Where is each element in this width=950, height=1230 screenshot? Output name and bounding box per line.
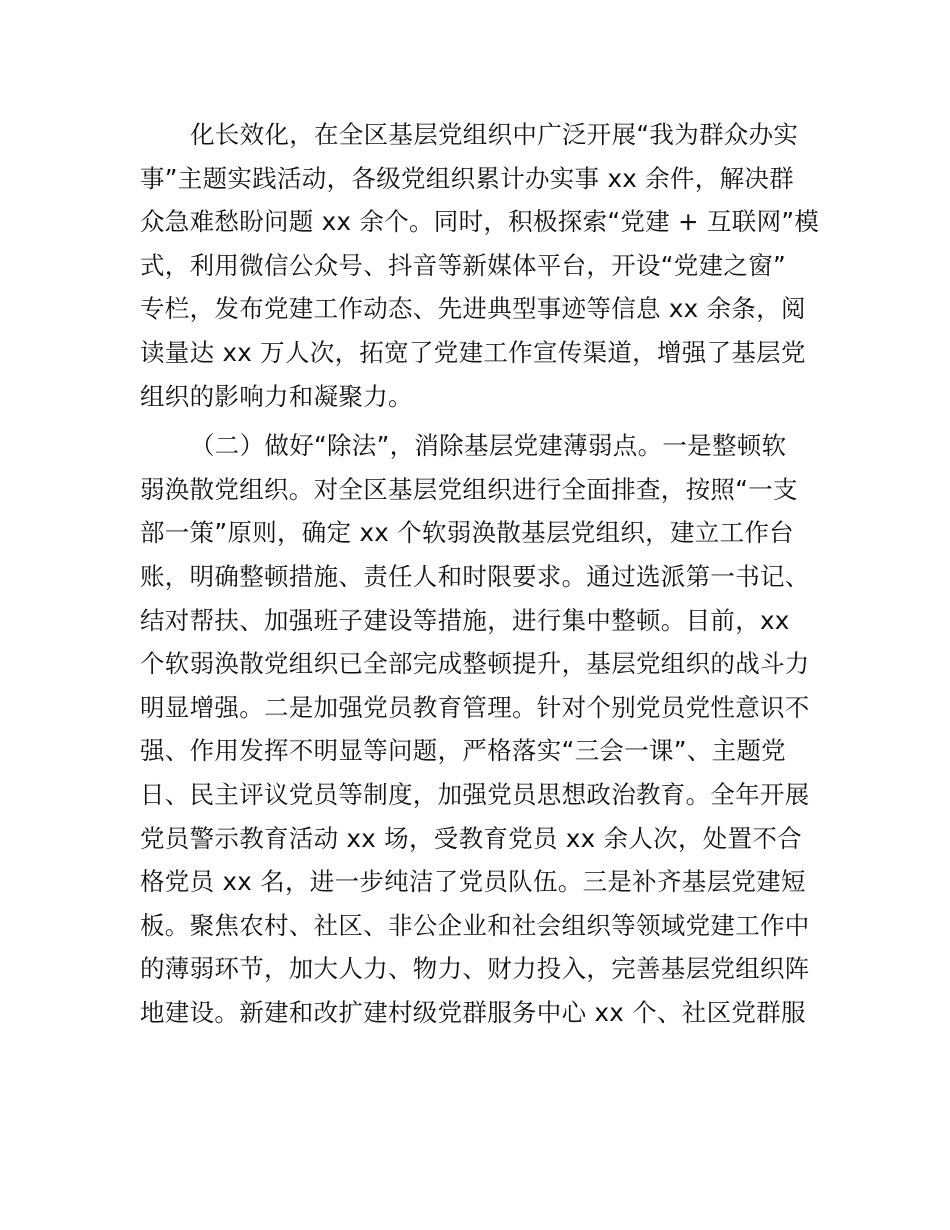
paragraph-2-line: 党员警示教育活动 xx 场，受教育党员 xx 余人次，处置不合 (140, 823, 802, 853)
paragraph-2-line: 明显增强。二是加强党员教育管理。针对个别党员党性意识不 (140, 692, 810, 722)
paragraph-1-line: 化长效化，在全区基层党组织中广泛开展“我为群众办实 (190, 120, 799, 149)
paragraph-2-line: 个软弱涣散党组织已全部完成整顿提升，基层党组织的战斗力 (140, 649, 810, 679)
paragraph-1-line: 众急难愁盼问题 xx 余个。同时，积极探索“党建 + 互联网”模 (140, 207, 820, 237)
paragraph-2-line: 板。聚焦农村、社区、非公企业和社会组织等领域党建工作中 (140, 910, 810, 940)
paragraph-1-line: 专栏，发布党建工作动态、先进典型事迹等信息 xx 余条，阅 (140, 294, 806, 324)
paragraph-2 (140, 424, 812, 1034)
paragraph-1-line: 读量达 xx 万人次，拓宽了党建工作宣传渠道，增强了基层党 (140, 337, 806, 367)
paragraph-2-line: 账，明确整顿措施、责任人和时限要求。通过选派第一书记、 (140, 561, 810, 591)
paragraph-1-line: 事”主题实践活动，各级党组织累计办实事 xx 余件，解决群 (140, 163, 794, 193)
paragraph-1-line: 组织的影响力和凝聚力。 (140, 381, 413, 411)
paragraph-1 (140, 113, 820, 418)
paragraph-2-line: （二）做好“除法”，消除基层党建薄弱点。一是整顿软 (190, 431, 787, 461)
paragraph-2-line: 弱涣散党组织。对全区基层党组织进行全面排查，按照“一支 (140, 474, 798, 504)
paragraph-2-line: 部一策”原则，确定 xx 个软弱涣散基层党组织，建立工作台 (140, 518, 794, 548)
paragraph-2-line: 地建设。新建和改扩建村级党群服务中心 xx 个、社区党群服 (140, 997, 806, 1027)
paragraph-1-line: 式，利用微信公众号、抖音等新媒体平台，开设“党建之窗” (140, 250, 786, 280)
paragraph-2-line: 格党员 xx 名，进一步纯洁了党员队伍。三是补齐基层党建短 (140, 867, 806, 897)
paragraph-2-line: 日、民主评议党员等制度，加强党员思想政治教育。全年开展 (140, 779, 810, 809)
paragraph-2-line: 的薄弱环节，加大人力、物力、财力投入，完善基层党组织阵 (140, 954, 810, 984)
document-body (140, 113, 820, 1034)
paragraph-2-line: 强、作用发挥不明显等问题，严格落实“三会一课”、主题党 (140, 736, 786, 766)
paragraph-2-line: 结对帮扶、加强班子建设等措施，进行集中整顿。目前，xx (140, 605, 790, 635)
